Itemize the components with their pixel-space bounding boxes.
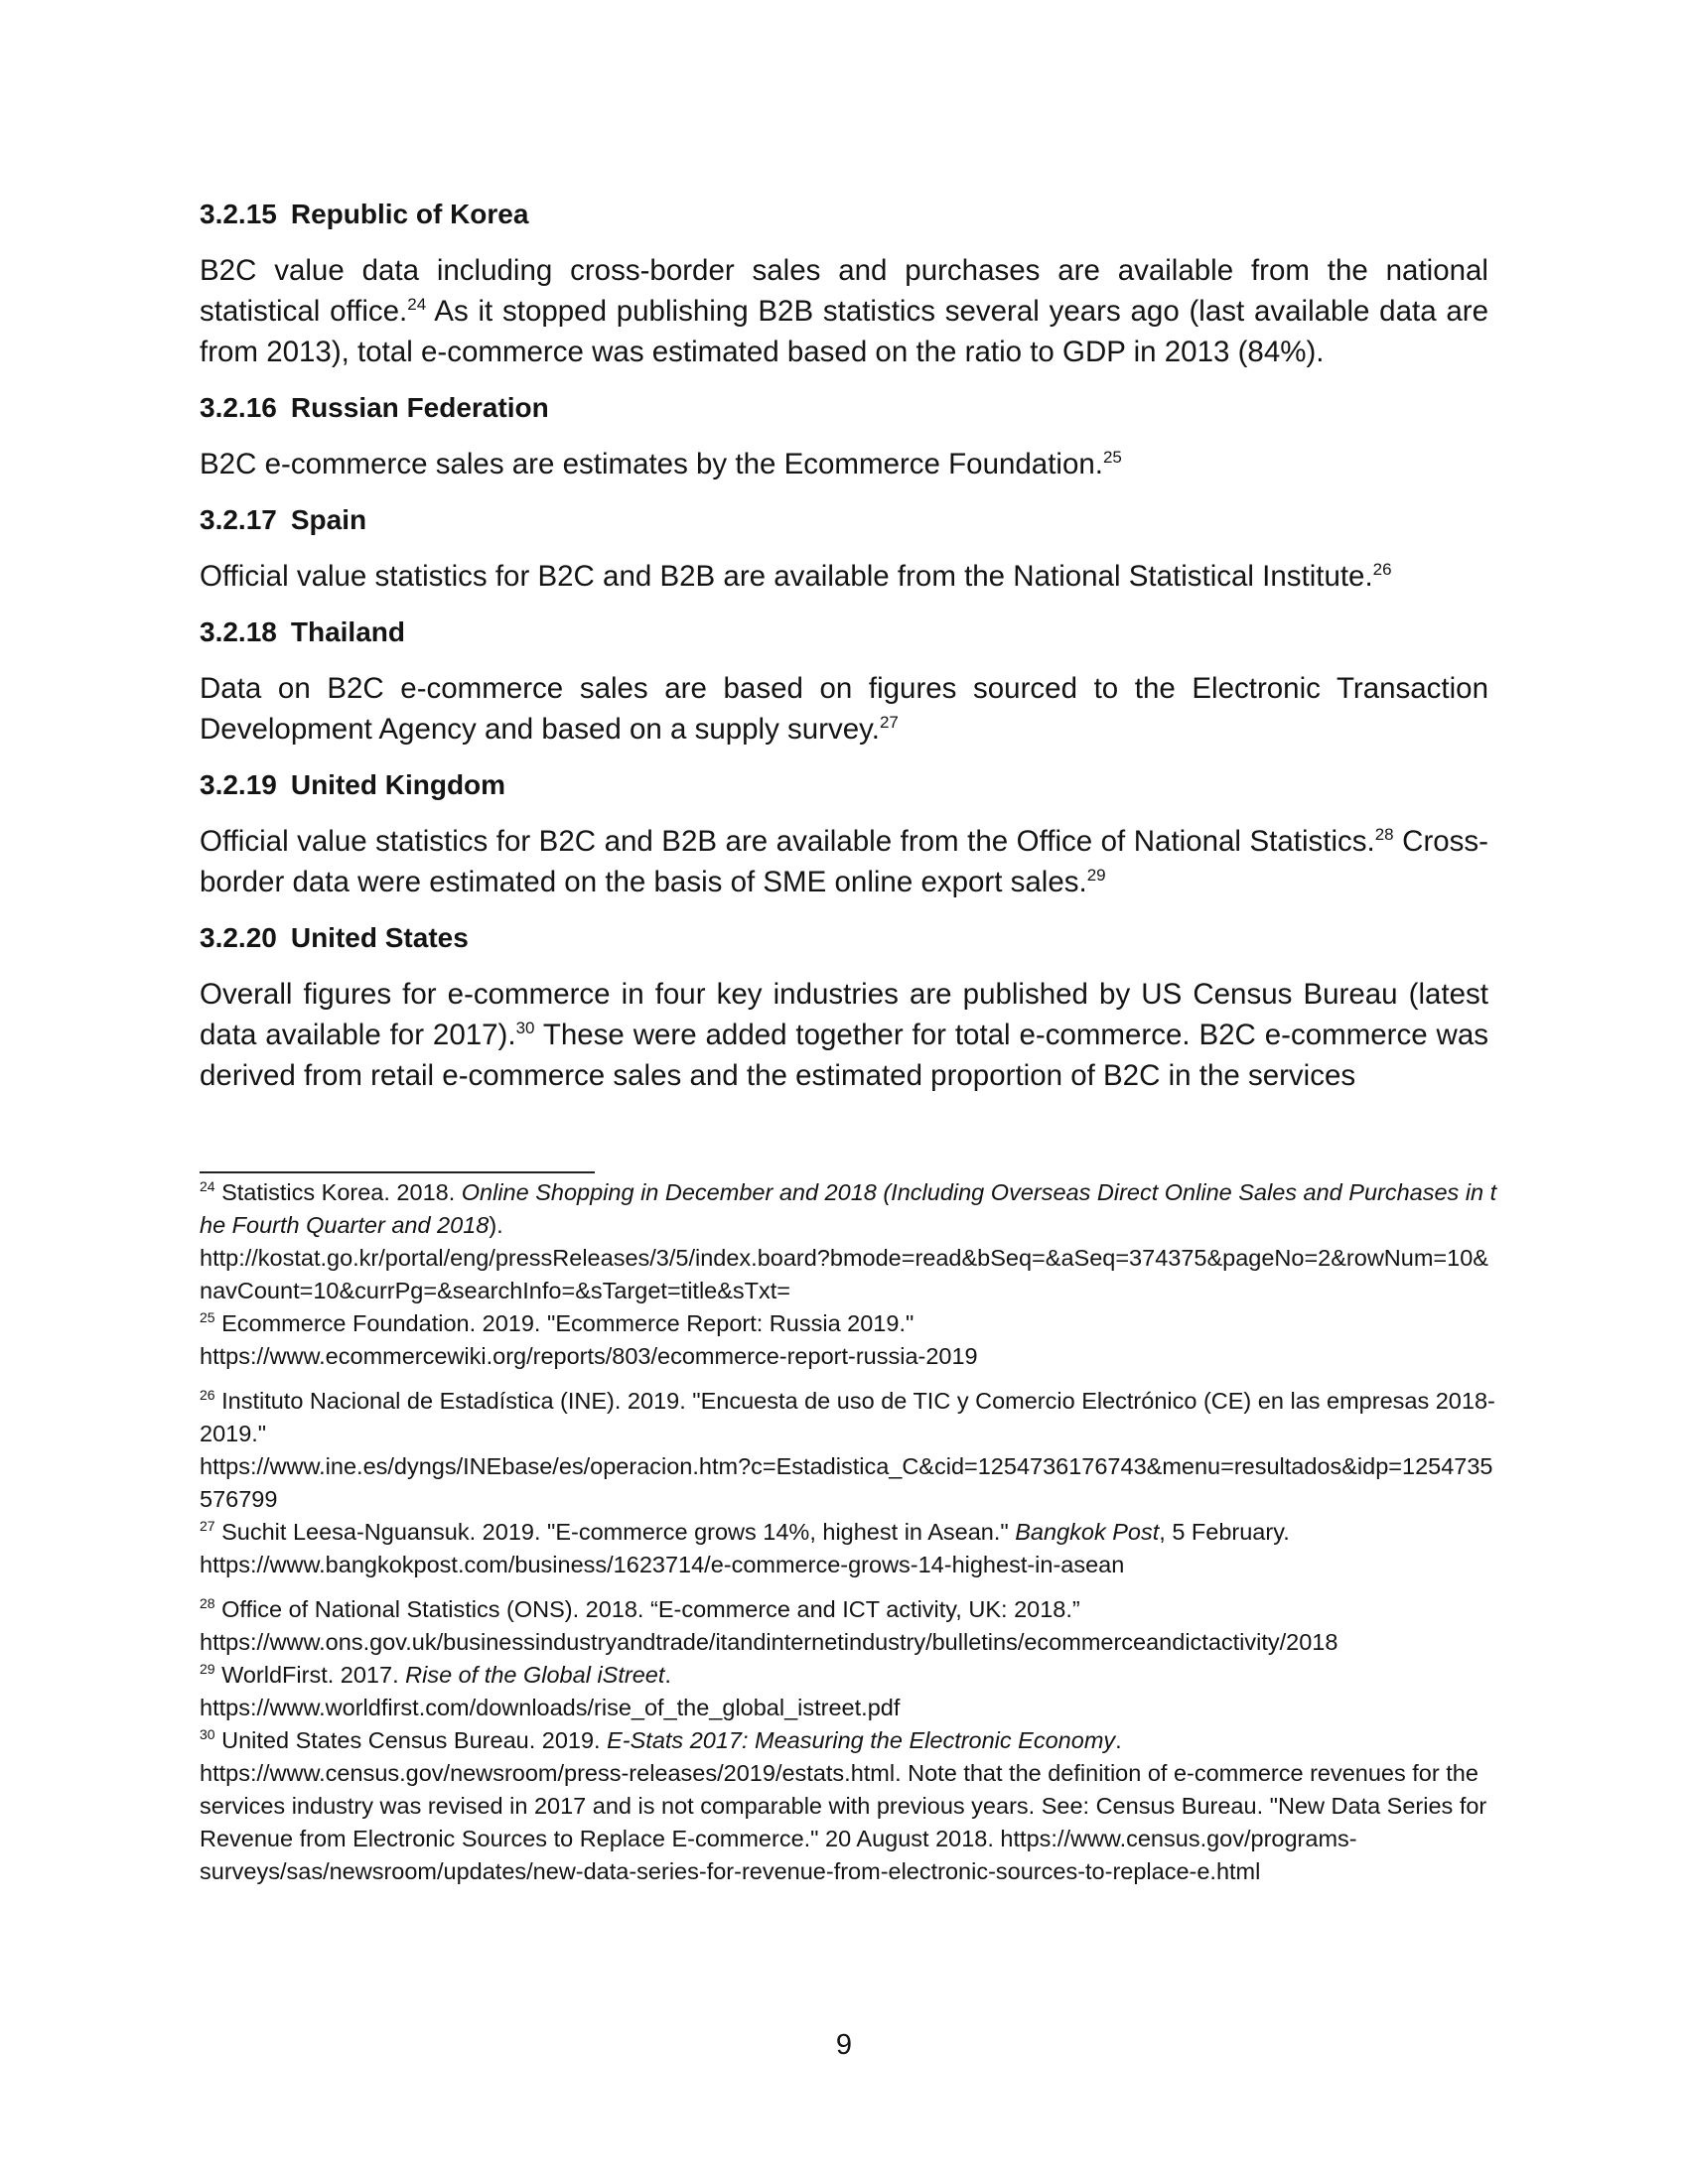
- section-title: Spain: [290, 504, 367, 535]
- paragraph-text: Official value statistics for B2C and B2B are available from the National Statistical Institute.: [200, 560, 1373, 593]
- footnote-text: WorldFirst. 2017.: [214, 1662, 406, 1688]
- footnote-ref[interactable]: 24: [407, 295, 427, 315]
- main-content: [200, 195, 1488, 1112]
- section-number: 3.2.16: [200, 392, 277, 423]
- paragraph-text: Official value statistics for B2C and B2B are available from the Office of National Statistics.: [200, 825, 1375, 858]
- paragraph-text: Data on B2C e-commerce sales are based on figures sourced to the Electronic Transaction Development Agency and based on a supply survey.: [200, 672, 1488, 746]
- footnote-ref[interactable]: 29: [1086, 866, 1106, 886]
- page-number: 9: [835, 2029, 853, 2061]
- footnote-ref[interactable]: 30: [515, 1019, 535, 1038]
- footnote-29: [200, 1659, 1500, 1692]
- footnote-28: [200, 1593, 1500, 1626]
- footnote-text: Instituto Nacional de Estadística (INE). 2019. "Encuesta de uso de TIC y Comercio Electrónico (CE) en las empresas 2018-2019.": [200, 1388, 1495, 1446]
- paragraph-text: Overall figures for e-commerce in four key industries are published by US Census Bureau (latest data available for 2017).: [200, 978, 1488, 1051]
- footnote-text: .: [664, 1662, 671, 1688]
- section-heading-spain: [200, 500, 1488, 540]
- section-heading-thailand: [200, 613, 1488, 652]
- paragraph-text: These were added together for total e-commerce. B2C e-commerce was derived from retail e-commerce sales and the estimated proportion of B2C in the services: [200, 1019, 1488, 1092]
- footnote-30: [200, 1724, 1500, 1757]
- footnote-number: 27: [200, 1518, 215, 1535]
- paragraph-thailand: [200, 668, 1488, 750]
- footnote-24: [200, 1176, 1500, 1242]
- footnote-25: [200, 1307, 1500, 1340]
- footnote-ref[interactable]: 27: [879, 713, 899, 733]
- footnote-text: , 5 February.: [1159, 1519, 1290, 1545]
- footnote-text: United States Census Bureau. 2019.: [214, 1727, 608, 1753]
- paragraph-uk: [200, 821, 1488, 902]
- footnote-text: Ecommerce Foundation. 2019. "Ecommerce Report: Russia 2019.": [214, 1310, 914, 1336]
- section-heading-korea: [200, 195, 1488, 234]
- footnote-28-url[interactable]: https://www.ons.gov.uk/businessindustryandtrade/itandinternetindustry/bulletins/ecommerceandictactivity/2018: [200, 1629, 1338, 1655]
- section-title: Russian Federation: [290, 392, 549, 423]
- section-number: 3.2.20: [200, 922, 277, 953]
- footnote-title: E-Stats 2017: Measuring the Electronic Economy: [607, 1727, 1116, 1753]
- section-title: Thailand: [290, 616, 405, 647]
- section-title: United States: [290, 922, 469, 953]
- footnote-title: Bangkok Post: [1015, 1519, 1160, 1545]
- footnote-27: [200, 1516, 1500, 1549]
- section-heading-uk: [200, 765, 1488, 805]
- footnote-ref[interactable]: 28: [1374, 825, 1394, 845]
- footnote-number: 29: [200, 1661, 215, 1678]
- paragraph-text: B2C value data including cross-border sales and purchases are available from the national statistical office.: [200, 254, 1488, 328]
- section-title: Republic of Korea: [290, 199, 529, 229]
- footnote-number: 25: [200, 1309, 215, 1326]
- paragraph-text: B2C e-commerce sales are estimates by the Ecommerce Foundation.: [200, 448, 1103, 480]
- footnote-24-url[interactable]: http://kostat.go.kr/portal/eng/pressReleases/3/5/index.board?bmode=read&bSeq=&aSeq=374375&pageNo=2&rowNum=10&navCount=10&currPg=&searchInfo=&sTarget=title&sTxt=: [200, 1245, 1488, 1303]
- paragraph-us: [200, 974, 1488, 1096]
- footnote-ref[interactable]: 25: [1102, 448, 1122, 468]
- section-heading-russia: [200, 388, 1488, 428]
- footnote-number: 26: [200, 1387, 215, 1404]
- footnote-number: 24: [200, 1178, 215, 1195]
- footnote-text: Office of National Statistics (ONS). 2018. “E-commerce and ICT activity, UK: 2018.”: [214, 1596, 1080, 1622]
- footnote-title: Rise of the Global iStreet: [405, 1662, 665, 1688]
- footnote-number: 28: [200, 1595, 215, 1612]
- paragraph-text: As it stopped publishing B2B statistics several years ago (last available data are from 2013), total e-commerce was estimated based on the ratio to GDP in 2013 (84%).: [200, 295, 1488, 368]
- footnote-separator: [200, 1171, 595, 1173]
- footnotes: [200, 1176, 1500, 1888]
- paragraph-text: Cross-border data were estimated on the basis of SME online export sales.: [200, 825, 1488, 898]
- section-number: 3.2.18: [200, 616, 277, 647]
- footnote-ref[interactable]: 26: [1372, 560, 1392, 580]
- footnote-27-url[interactable]: https://www.bangkokpost.com/business/1623714/e-commerce-grows-14-highest-in-asean: [200, 1552, 1125, 1577]
- footnote-30-url[interactable]: https://www.census.gov/newsroom/press-releases/2019/estats.html. Note that the definition of e-commerce revenues for the services industry was revised in 2017 and is not comparable with previous years. See: Census Bureau. "New Data Series for Revenue from Electronic Sources to Replace E-commerce." 20 August 2018. https://www.census.gov/programs-surveys/sas/newsroom/updates/new-data-series-for-revenue-from-electronic-sources-to-replace-e.html: [200, 1760, 1487, 1884]
- footnote-29-url[interactable]: https://www.worldfirst.com/downloads/rise_of_the_global_istreet.pdf: [200, 1695, 901, 1720]
- footnote-26-url[interactable]: https://www.ine.es/dyngs/INEbase/es/operacion.htm?c=Estadistica_C&cid=1254736176743&menu=resultados&idp=1254735576799: [200, 1453, 1493, 1512]
- footnote-text: ).: [489, 1212, 503, 1238]
- footnote-26: [200, 1385, 1500, 1450]
- footnote-text: Statistics Korea. 2018.: [214, 1179, 462, 1205]
- section-title: United Kingdom: [290, 769, 506, 800]
- paragraph-russia: [200, 444, 1488, 484]
- footnote-text: Suchit Leesa-Nguansuk. 2019. "E-commerce grows 14%, highest in Asean.": [214, 1519, 1016, 1545]
- section-number: 3.2.17: [200, 504, 277, 535]
- section-number: 3.2.19: [200, 769, 277, 800]
- footnote-number: 30: [200, 1726, 215, 1743]
- section-number: 3.2.15: [200, 199, 277, 229]
- paragraph-korea: [200, 250, 1488, 372]
- footnote-25-url[interactable]: https://www.ecommercewiki.org/reports/803/ecommerce-report-russia-2019: [200, 1343, 978, 1369]
- section-heading-us: [200, 918, 1488, 958]
- footnote-text: .: [1115, 1727, 1122, 1753]
- paragraph-spain: [200, 556, 1488, 597]
- footnote-title: Online Shopping in December and 2018 (Including Overseas Direct Online Sales and Purchases in the Fourth Quarter and 2018: [200, 1179, 1497, 1238]
